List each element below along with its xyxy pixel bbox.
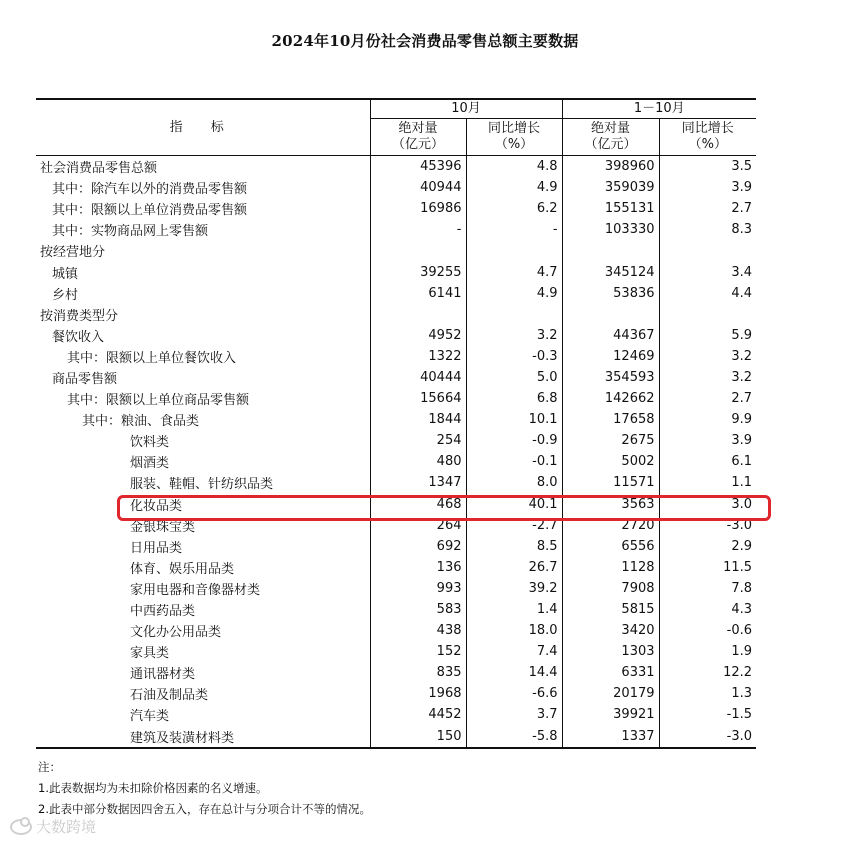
- cell-m-abs: 39255: [370, 261, 466, 282]
- cell-m-yoy: 1.4: [466, 599, 562, 620]
- cell-y-abs: 6331: [562, 662, 659, 683]
- table-row: [36, 515, 756, 536]
- watermark: [10, 816, 96, 837]
- note-1: 1.此表数据均为未扣除价格因素的名义增速。: [38, 781, 268, 795]
- row-label: 日用品类: [130, 540, 183, 556]
- row-label: 中西药品类: [130, 604, 196, 620]
- table-row: [36, 240, 756, 261]
- cell-y-yoy: 4.3: [659, 599, 756, 620]
- cell-y-abs: 155131: [562, 198, 659, 219]
- cell-y-abs: 5815: [562, 599, 659, 620]
- cell-y-yoy: -3.0: [659, 726, 756, 748]
- cell-y-yoy: 2.9: [659, 536, 756, 557]
- cell-m-yoy: 8.5: [466, 536, 562, 557]
- cell-m-abs: 1844: [370, 409, 466, 430]
- row-label: 金银珠宝类: [130, 519, 196, 535]
- table-row: [36, 261, 756, 282]
- header-ytd-abs: 绝对量 （亿元）: [562, 119, 659, 156]
- cell-y-yoy: [659, 240, 756, 261]
- cell-y-yoy: 5.9: [659, 325, 756, 346]
- cell-m-abs: 993: [370, 578, 466, 599]
- table-row: [36, 683, 756, 704]
- cell-y-abs: 12469: [562, 346, 659, 367]
- cell-m-abs: 40944: [370, 177, 466, 198]
- cell-m-yoy: -2.7: [466, 515, 562, 536]
- table-row: [36, 325, 756, 346]
- cell-y-yoy: 3.2: [659, 367, 756, 388]
- cell-m-abs: 1322: [370, 346, 466, 367]
- header-ytd-yoy: 同比增长 （%）: [659, 119, 756, 156]
- cell-y-abs: 3420: [562, 620, 659, 641]
- table-row: [36, 283, 756, 304]
- cell-y-abs: 17658: [562, 409, 659, 430]
- cell-y-yoy: 4.4: [659, 283, 756, 304]
- cell-m-abs: 583: [370, 599, 466, 620]
- cell-m-yoy: 3.2: [466, 325, 562, 346]
- cell-m-yoy: 4.9: [466, 177, 562, 198]
- cell-y-yoy: 1.1: [659, 472, 756, 493]
- cell-y-yoy: 3.9: [659, 177, 756, 198]
- cell-y-yoy: 3.5: [659, 156, 756, 178]
- cell-m-yoy: 40.1: [466, 494, 562, 515]
- cell-y-yoy: 2.7: [659, 198, 756, 219]
- row-label: 餐饮收入: [52, 329, 105, 345]
- row-label: 城镇: [52, 266, 79, 282]
- table-row: [36, 409, 756, 430]
- cell-y-abs: 5002: [562, 451, 659, 472]
- cell-y-yoy: 12.2: [659, 662, 756, 683]
- table-row: [36, 494, 756, 515]
- cell-y-yoy: 6.1: [659, 451, 756, 472]
- cell-m-yoy: -6.6: [466, 683, 562, 704]
- watermark-text: 大数跨境: [36, 818, 97, 836]
- row-label: 按经营地分: [40, 245, 106, 261]
- row-label: 其中：限额以上单位消费品零售额: [52, 203, 248, 219]
- table-row: [36, 367, 756, 388]
- table-row: [36, 704, 756, 725]
- cell-m-yoy: 6.2: [466, 198, 562, 219]
- cell-y-abs: 44367: [562, 325, 659, 346]
- cell-y-abs: 354593: [562, 367, 659, 388]
- cell-y-yoy: 3.9: [659, 430, 756, 451]
- cell-m-yoy: -: [466, 219, 562, 240]
- table-row: [36, 304, 756, 325]
- note-heading: 注：: [38, 760, 61, 774]
- cell-m-abs: 6141: [370, 283, 466, 304]
- table-row: [36, 219, 756, 240]
- table-row: [36, 620, 756, 641]
- header-period-month: 10月: [370, 99, 562, 119]
- cell-y-abs: 1128: [562, 557, 659, 578]
- table-row: [36, 388, 756, 409]
- cell-y-yoy: 3.2: [659, 346, 756, 367]
- row-label: 商品零售额: [52, 371, 118, 387]
- row-label: 石油及制品类: [130, 688, 209, 704]
- table-row: [36, 430, 756, 451]
- cell-m-abs: 254: [370, 430, 466, 451]
- table-row: [36, 198, 756, 219]
- cell-y-abs: 2720: [562, 515, 659, 536]
- cell-y-yoy: 1.3: [659, 683, 756, 704]
- cell-y-yoy: 2.7: [659, 388, 756, 409]
- row-label: 社会消费品零售总额: [40, 161, 158, 177]
- row-label: 服装、鞋帽、针纺织品类: [130, 477, 274, 493]
- cell-m-yoy: 18.0: [466, 620, 562, 641]
- cell-m-yoy: 7.4: [466, 641, 562, 662]
- cell-y-abs: 39921: [562, 704, 659, 725]
- cell-m-abs: 152: [370, 641, 466, 662]
- cell-m-abs: 835: [370, 662, 466, 683]
- cell-m-yoy: 39.2: [466, 578, 562, 599]
- cell-m-yoy: -0.1: [466, 451, 562, 472]
- cell-m-yoy: 4.8: [466, 156, 562, 178]
- table-row: [36, 472, 756, 493]
- cell-y-abs: 53836: [562, 283, 659, 304]
- table-row: [36, 599, 756, 620]
- row-label: 饮料类: [130, 435, 170, 451]
- cell-m-abs: 4452: [370, 704, 466, 725]
- cell-m-abs: [370, 240, 466, 261]
- watermark-logo-icon: [10, 819, 32, 835]
- cell-y-yoy: 3.0: [659, 494, 756, 515]
- cell-m-abs: 1968: [370, 683, 466, 704]
- row-label: 化妆品类: [130, 498, 183, 514]
- table-row: [36, 156, 756, 178]
- row-label: 烟酒类: [130, 456, 170, 472]
- row-label: 其中：限额以上单位商品零售额: [67, 393, 250, 409]
- cell-m-abs: 1347: [370, 472, 466, 493]
- cell-y-yoy: 3.4: [659, 261, 756, 282]
- row-label: 其中：限额以上单位餐饮收入: [67, 350, 237, 366]
- table-row: [36, 177, 756, 198]
- cell-m-abs: 150: [370, 726, 466, 748]
- row-label: 通讯器材类: [130, 667, 196, 683]
- cell-y-abs: 1303: [562, 641, 659, 662]
- cell-m-abs: 264: [370, 515, 466, 536]
- cell-m-abs: 45396: [370, 156, 466, 178]
- table-row: [36, 346, 756, 367]
- row-label: 其中：实物商品网上零售额: [52, 224, 209, 240]
- table-row: [36, 578, 756, 599]
- cell-m-abs: 468: [370, 494, 466, 515]
- cell-y-yoy: 11.5: [659, 557, 756, 578]
- cell-m-yoy: -5.8: [466, 726, 562, 748]
- table-row: [36, 451, 756, 472]
- cell-m-abs: 480: [370, 451, 466, 472]
- row-label: 家具类: [130, 646, 170, 662]
- cell-m-yoy: 4.7: [466, 261, 562, 282]
- cell-m-abs: 15664: [370, 388, 466, 409]
- page-title: 2024年10月份社会消费品零售总额主要数据: [271, 32, 579, 50]
- cell-y-abs: 6556: [562, 536, 659, 557]
- cell-m-yoy: 6.8: [466, 388, 562, 409]
- note-2: 2.此表中部分数据因四舍五入，存在总计与分项合计不等的情况。: [38, 802, 371, 816]
- cell-y-abs: [562, 240, 659, 261]
- row-label: 其中：除汽车以外的消费品零售额: [52, 182, 248, 198]
- cell-m-abs: 692: [370, 536, 466, 557]
- row-label: 汽车类: [130, 709, 170, 725]
- row-label: 体育、娱乐用品类: [130, 561, 235, 577]
- data-table: [36, 98, 756, 749]
- cell-y-yoy: 1.9: [659, 641, 756, 662]
- row-label: 其中：粮油、食品类: [82, 414, 200, 430]
- table-row: [36, 557, 756, 578]
- cell-m-abs: 40444: [370, 367, 466, 388]
- cell-y-yoy: -1.5: [659, 704, 756, 725]
- cell-m-yoy: 5.0: [466, 367, 562, 388]
- cell-y-yoy: 9.9: [659, 409, 756, 430]
- cell-m-abs: 4952: [370, 325, 466, 346]
- cell-m-abs: 16986: [370, 198, 466, 219]
- cell-m-abs: 438: [370, 620, 466, 641]
- cell-m-yoy: [466, 304, 562, 325]
- cell-m-yoy: -0.9: [466, 430, 562, 451]
- header-month-yoy: 同比增长 （%）: [466, 119, 562, 156]
- cell-y-yoy: 7.8: [659, 578, 756, 599]
- cell-m-yoy: [466, 240, 562, 261]
- cell-m-yoy: 3.7: [466, 704, 562, 725]
- cell-y-yoy: -0.6: [659, 620, 756, 641]
- cell-m-abs: -: [370, 219, 466, 240]
- table-row: [36, 641, 756, 662]
- cell-y-abs: 3563: [562, 494, 659, 515]
- table-body: [36, 156, 756, 748]
- cell-y-abs: 20179: [562, 683, 659, 704]
- cell-y-abs: 345124: [562, 261, 659, 282]
- cell-m-yoy: 8.0: [466, 472, 562, 493]
- cell-y-abs: 359039: [562, 177, 659, 198]
- row-label: 乡村: [52, 287, 79, 303]
- table-row: [36, 662, 756, 683]
- header-month-abs: 绝对量 （亿元）: [370, 119, 466, 156]
- row-label: 家用电器和音像器材类: [130, 582, 261, 598]
- notes: [38, 757, 371, 820]
- cell-y-abs: [562, 304, 659, 325]
- cell-y-abs: 103330: [562, 219, 659, 240]
- table-row: [36, 726, 756, 748]
- header-period-ytd: 1－10月: [562, 99, 756, 119]
- table-row: [36, 536, 756, 557]
- cell-y-yoy: -3.0: [659, 515, 756, 536]
- row-label: 按消费类型分: [40, 308, 119, 324]
- cell-m-abs: [370, 304, 466, 325]
- cell-m-yoy: 14.4: [466, 662, 562, 683]
- cell-m-abs: 136: [370, 557, 466, 578]
- cell-m-yoy: 4.9: [466, 283, 562, 304]
- cell-y-abs: 1337: [562, 726, 659, 748]
- cell-m-yoy: 10.1: [466, 409, 562, 430]
- cell-y-abs: 11571: [562, 472, 659, 493]
- row-label: 文化办公用品类: [130, 625, 222, 641]
- cell-y-abs: 2675: [562, 430, 659, 451]
- cell-m-yoy: -0.3: [466, 346, 562, 367]
- cell-y-abs: 142662: [562, 388, 659, 409]
- cell-y-abs: 398960: [562, 156, 659, 178]
- cell-y-abs: 7908: [562, 578, 659, 599]
- cell-y-yoy: [659, 304, 756, 325]
- cell-m-yoy: 26.7: [466, 557, 562, 578]
- header-indicator: 指 标: [36, 99, 370, 156]
- cell-y-yoy: 8.3: [659, 219, 756, 240]
- row-label: 建筑及装潢材料类: [36, 726, 370, 748]
